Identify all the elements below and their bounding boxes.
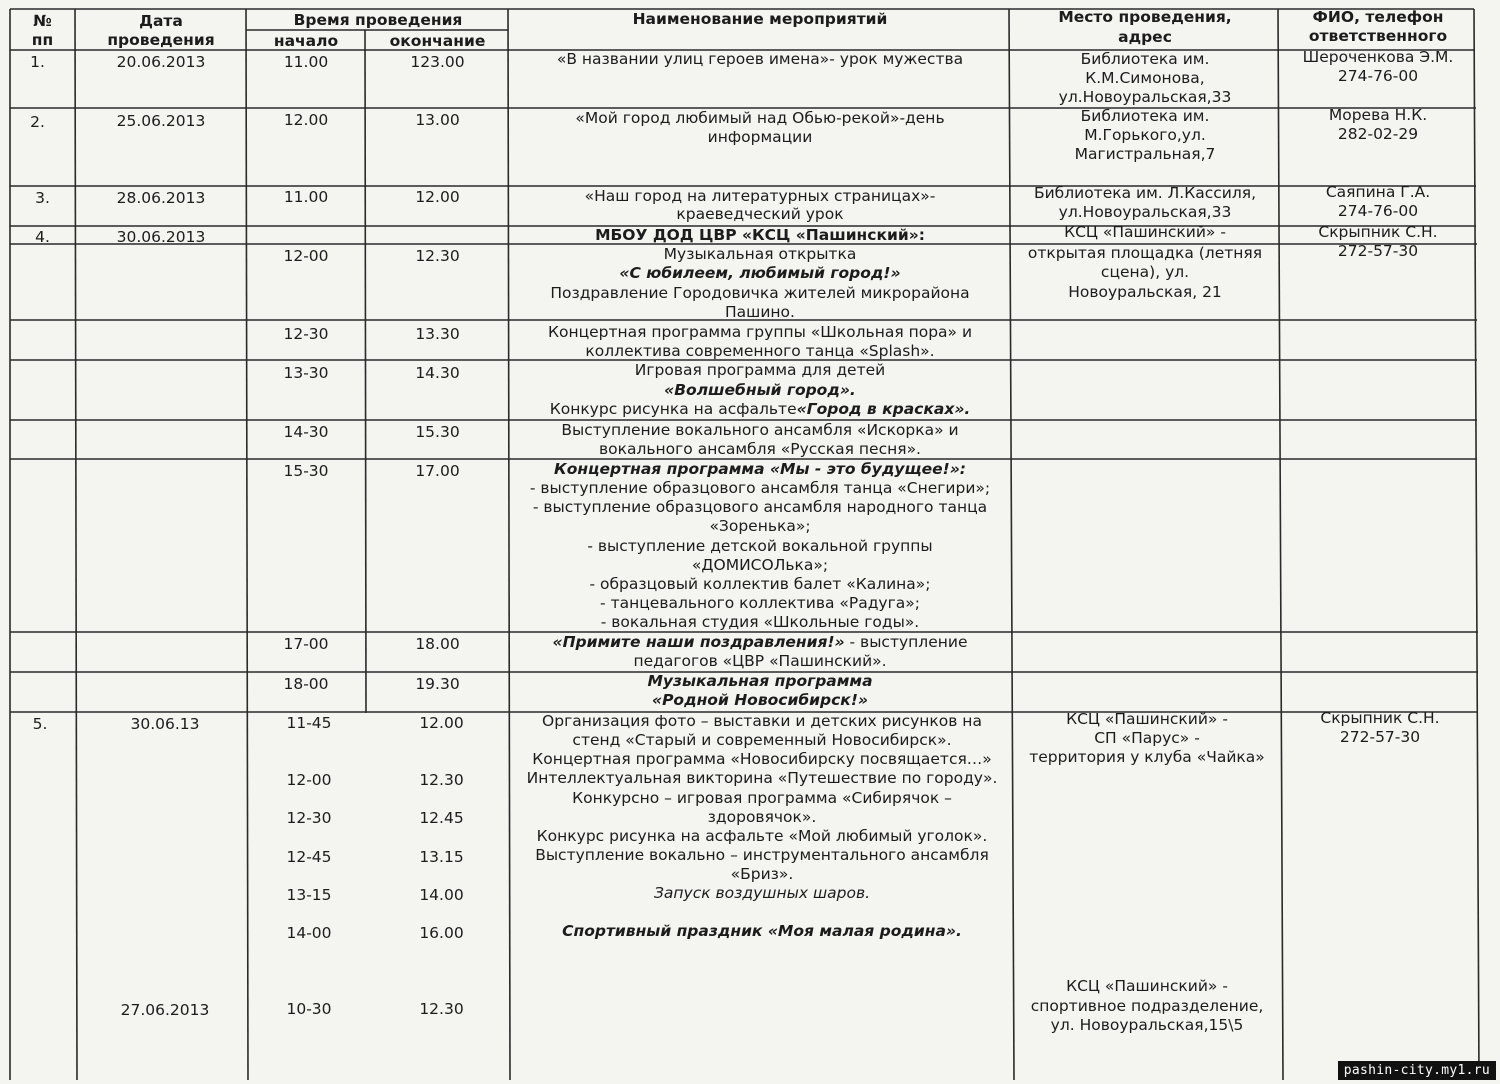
header-end: окончание <box>389 32 486 50</box>
sub1-place-3: Новоуральская, 21 <box>1068 283 1222 301</box>
row5-launch: Запуск воздушных шаров. <box>653 884 871 902</box>
row5-place-2: СП «Парус» - <box>1094 729 1200 747</box>
row4-person: Скрыпник С.Н. <box>1318 223 1438 241</box>
sub6-line1-text: - выступление <box>844 633 968 651</box>
row5-start-1: 11-45 <box>286 714 332 732</box>
row3-date: 28.06.2013 <box>116 189 206 207</box>
row5-num: 5. <box>32 715 48 733</box>
row1-place-1: Библиотека им. <box>1080 50 1210 68</box>
header-person: ФИО, телефон <box>1312 8 1444 26</box>
sub7-line2: «Родной Новосибирск!» <box>652 691 868 709</box>
row5-person: Скрыпник С.Н. <box>1320 709 1440 727</box>
row3-phone: 274-76-00 <box>1337 202 1419 220</box>
sub6-line1 <box>510 633 1010 652</box>
row5-place2-1: КСЦ «Пашинский» - <box>1066 977 1228 995</box>
row3-num: 3. <box>35 189 50 207</box>
row1-end: 123.00 <box>410 53 465 71</box>
header-person-2: ответственного <box>1308 27 1448 45</box>
row5-place-1: КСЦ «Пашинский» - <box>1066 710 1228 728</box>
row5-start-4: 12-45 <box>286 848 332 866</box>
sub5-end: 17.00 <box>415 462 460 480</box>
row1-phone: 274-76-00 <box>1337 67 1419 85</box>
row2-date: 25.06.2013 <box>116 112 206 130</box>
sub3-line1: Игровая программа для детей <box>634 361 886 379</box>
sub5-start: 15-30 <box>283 462 329 480</box>
site-watermark: pashin-city.my1.ru <box>1338 1061 1496 1080</box>
row4-num: 4. <box>35 228 50 246</box>
row5-start-7: 10-30 <box>286 1000 332 1018</box>
row1-start: 11.00 <box>283 53 329 71</box>
row4-organizer: МБОУ ДОД ЦВР «КСЦ «Пашинский»: <box>595 226 925 244</box>
header-place-2: адрес <box>1118 28 1172 46</box>
row2-event-1: «Мой город любимый над Обью-рекой»-день <box>575 109 945 127</box>
sub4-line1: Выступление вокального ансамбля «Искорка» и <box>561 421 959 439</box>
row5-event-8: Выступление вокально – инструментального ансамбля <box>535 846 989 864</box>
row5-event-7: Конкурс рисунка на асфальте «Мой любимый уголок». <box>536 827 988 845</box>
row1-place-2: К.М.Симонова, <box>1085 69 1205 87</box>
row5-end-2: 12.30 <box>419 771 464 789</box>
sub7-line1: Музыкальная программа <box>647 672 873 690</box>
sub2-line2: коллектива современного танца «Splash». <box>585 342 935 360</box>
row2-place-2: М.Горького,ул. <box>1084 126 1206 144</box>
sub6-start: 17-00 <box>283 635 329 653</box>
row5-start-3: 12-30 <box>286 809 332 827</box>
row5-date-2: 27.06.2013 <box>120 1001 210 1019</box>
row3-person: Саяпина Г.А. <box>1325 183 1431 201</box>
row3-place-2: ул.Новоуральская,33 <box>1058 203 1232 221</box>
row2-phone: 282-02-29 <box>1337 125 1419 143</box>
sub7-start: 18-00 <box>283 675 329 693</box>
row2-person: Морева Н.К. <box>1328 106 1428 124</box>
sub2-line1: Концертная программа группы «Школьная пора» и <box>547 323 973 341</box>
row2-place-3: Магистральная,7 <box>1074 145 1216 163</box>
sub3-start: 13-30 <box>283 364 329 382</box>
sub3-line3 <box>510 400 1010 419</box>
row2-place-1: Библиотека им. <box>1080 107 1210 125</box>
sub2-start: 12-30 <box>283 325 329 343</box>
sub3-end: 14.30 <box>415 364 460 382</box>
row5-start-6: 14-00 <box>286 924 332 942</box>
sub4-line2: вокального ансамбля «Русская песня». <box>599 440 921 458</box>
row5-event-6: здоровячок». <box>707 808 817 826</box>
row3-event-2: краеведческий урок <box>676 205 844 223</box>
sub6-line2: педагогов «ЦВР «Пашинский». <box>633 652 887 670</box>
sub1-line3: Поздравление Городовичка жителей микрорайона <box>550 284 970 302</box>
row5-event-4: Интеллектуальная викторина «Путешествие по городу». <box>526 769 998 787</box>
sub5-title: Концертная программа «Мы - это будущее!»: <box>554 460 966 478</box>
row5-phone: 272-57-30 <box>1339 728 1421 746</box>
row5-start-5: 13-15 <box>286 886 332 904</box>
header-date: Дата <box>139 12 183 30</box>
row5-end-6: 16.00 <box>419 924 464 942</box>
sub4-start: 14-30 <box>283 423 329 441</box>
sub1-end: 12.30 <box>415 247 460 265</box>
sub1-start: 12-00 <box>283 247 329 265</box>
row2-num: 2. <box>30 113 45 131</box>
sub3-line3-title: «Город в красках». <box>796 400 971 418</box>
row3-event-1: «Наш город на литературных страницах»- <box>584 187 936 205</box>
row5-place-3: территория у клуба «Чайка» <box>1029 748 1265 766</box>
row5-sport: Спортивный праздник «Моя малая родина». <box>562 922 962 940</box>
sub6-end: 18.00 <box>415 635 460 653</box>
row4-date: 30.06.2013 <box>116 228 206 246</box>
sub1-line1: Музыкальная открытка <box>663 245 857 263</box>
row5-event-2: стенд «Старый и современный Новосибирск». <box>572 731 952 749</box>
row5-event-9: «Бриз». <box>730 865 794 883</box>
sub5-line6: - образцовый коллектив балет «Калина»; <box>589 575 931 593</box>
row5-end-4: 13.15 <box>419 848 464 866</box>
row5-event-1: Организация фото – выставки и детских рисунков на <box>542 712 982 730</box>
row2-end: 13.00 <box>415 111 460 129</box>
header-event: Наименование мероприятий <box>632 10 888 28</box>
sub1-phone: 272-57-30 <box>1337 242 1419 260</box>
sub3-line3-text: Конкурс рисунка на асфальте <box>549 400 797 418</box>
sub1-place-2: сцена), ул. <box>1100 263 1190 281</box>
row2-start: 12.00 <box>283 111 329 129</box>
header-date-2: проведения <box>107 31 215 49</box>
sub2-end: 13.30 <box>415 325 460 343</box>
row3-start: 11.00 <box>283 188 329 206</box>
row5-place2-3: ул. Новоуральская,15\5 <box>1050 1016 1244 1034</box>
header-time: Время проведения <box>293 11 463 29</box>
sub1-line4: Пашино. <box>725 303 795 321</box>
sub5-line1: - выступление образцового ансамбля танца «Снегири»; <box>529 479 991 497</box>
row5-event-5: Конкурсно – игровая программа «Сибирячок – <box>572 789 952 807</box>
header-num: № <box>33 12 52 30</box>
row5-event-3: Концертная программа «Новосибирску посвящается…» <box>532 750 992 768</box>
sub7-end: 19.30 <box>415 675 460 693</box>
row3-place-1: Библиотека им. Л.Кассиля, <box>1033 184 1257 202</box>
sub6-line1-title: «Примите наши поздравления!» <box>552 633 845 651</box>
header-start: начало <box>273 32 339 50</box>
row1-event: «В названии улиц героев имена»- урок мужества <box>556 50 964 68</box>
row5-date: 30.06.13 <box>130 715 200 733</box>
sub3-line2: «Волшебный город». <box>664 381 856 399</box>
sub5-line4: - выступление детской вокальной группы <box>587 537 933 555</box>
sub5-line2: - выступление образцового ансамбля народного танца <box>532 498 988 516</box>
row2-event-2: информации <box>707 128 813 146</box>
sub1-line2: «С юбилеем, любимый город!» <box>619 264 901 282</box>
row5-end-1: 12.00 <box>419 714 464 732</box>
sub1-place-1: открытая площадка (летняя <box>1027 244 1263 262</box>
sub4-end: 15.30 <box>415 423 460 441</box>
sub5-line3: «Зоренька»; <box>709 517 811 535</box>
sub5-line5: «ДОМИСОЛька»; <box>691 556 829 574</box>
row1-place-3: ул.Новоуральская,33 <box>1058 88 1232 106</box>
row1-num: 1. <box>30 53 45 71</box>
sub5-line8: - вокальная студия «Школьные годы». <box>600 613 920 631</box>
row5-start-2: 12-00 <box>286 771 332 789</box>
row5-place2-2: спортивное подразделение, <box>1030 997 1264 1015</box>
row5-end-3: 12.45 <box>419 809 464 827</box>
row1-person: Шероченкова Э.М. <box>1302 48 1454 66</box>
row4-place: КСЦ «Пашинский» - <box>1064 223 1226 241</box>
row1-date: 20.06.2013 <box>116 53 206 71</box>
row3-end: 12.00 <box>415 188 460 206</box>
header-num-2: пп <box>31 31 54 49</box>
row5-end-7: 12.30 <box>419 1000 464 1018</box>
row5-end-5: 14.00 <box>419 886 464 904</box>
header-place: Место проведения, <box>1058 8 1232 26</box>
sub5-line7: - танцевального коллектива «Радуга»; <box>600 594 920 612</box>
